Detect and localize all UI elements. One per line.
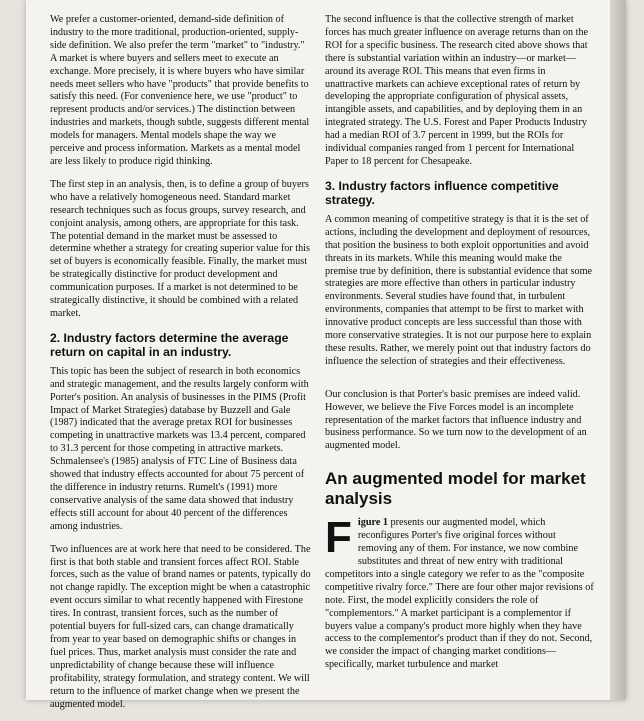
paragraph: We prefer a customer-oriented, demand-side definition of industry to the more traditional, production-oriented, supply-side definition. We also prefer the term "market" to "industry." A market is where buyers and sellers meet to execute an exchange. More precisely, it is where buyers who have similar needs meet sellers who have "products" that provide benefits to satisfy this need. (For convenience here, we use "product" to represent products and/or services.) The distinction between industries and markets, though subtle, suggests different mental models for managers. Mental models shape the way we perceive and process information. Markets as a mental model are less likely to produce rigid thinking. (50, 14, 310, 167)
drop-cap-letter: F (325, 513, 352, 563)
paragraph: The second influence is that the collective strength of market forces has much greater influence on average returns than on the ROI for a specific business. The research cited above shows that there is substantial variation within an industry—or market—around its average ROI. This means that even firms in unattractive markets can achieve exceptional rates of return by developing the appropriate configuration of physical assets, intangible assets, and capabilities, and by deploying them in an integrated strategy. The U.S. Forest and Paper Products Industry had a median ROI of 3.7 percent in 1999, but the ROIs for individual companies ranged from 1 percent for International Paper to 18 percent for Chesapeake. (325, 14, 589, 167)
figure-reference: igure 1 (357, 517, 388, 529)
paragraph: This topic has been the subject of research in both economics and strategic management, and the results largely conform with Porter's position. An analysis of businesses in the PIMS (Profit Impact of Market Strategies) database by Buzzell and Gale (1987) indicated that the average pretax ROI for businesses competing in unattractive markets was 13.4 percent, compared to 31.3 percent for those competing in attractive markets. Schmalensee's (1985) analysis of FTC Line of Business data showed that industry effects accounted for about 75 percent of the difference in industry returns. Rumelt's (1991) more conservative analysis of the same data showed that industry effects still account for about 40 percent of the differences among industries. (50, 365, 309, 532)
paragraph-text: presents our augmented model, which reconfigures Porter's five original forces without removing any of them. For instance, we now combine substitutes and threat of new entry with traditional competitors into a single category we refer to as the "composite competitive rivalry force." There are four other major revisions of note. First, the model explicitly considers the role of "complementors." A market participant is a complementor if buyers value a company's product more highly when they have access to the complementor's product than if they do not. Second, we consider the impact of changing market conditions—specifically, market turbulence and market (325, 517, 594, 671)
section-heading: 2. Industry factors determine the average return on capital in an industry. (50, 330, 289, 360)
paragraph: Two influences are at work here that need to be considered. The first is that both stable and transient forces affect ROI. Stable forces, such as the value of brand names or patents, typically do not change rapidly. The exception might be when a catastrophic event occurs similar to what recently happened with Firestone tires. In contrast, transient forces, such as the number of potential buyers for full-sized cars, can change dramatically from year to year based on demographic shifts or changes in fuel prices. Thus, market analysis must consider the rate and unpredictability of change because these will influence profitability, strategy formulation, and strategy content. We will return to the influence of market change when we present the augmented model. (50, 543, 311, 710)
document-page (26, 0, 626, 710)
section-heading: 3. Industry factors influence competitive strategy. (325, 178, 559, 208)
left-column (50, 14, 312, 721)
article-heading: An augmented model for market analysis (325, 469, 586, 509)
right-column (325, 14, 595, 672)
page-edge-shadow (610, 0, 626, 700)
paragraph: A common meaning of competitive strategy is that it is the set of actions, including the development and deployment of resources, that position the business to both exploit opportunities and avoid threats in its markets. While this meaning would make the premise true by definition, there is substantial evidence that some strategies are more effective than others in particular industry environments. Several studies have found that, in turbulent environments, companies that attempt to be first to market with innovative product concepts are less successful than those with more conservative strategies. It is not our purpose here to explain these results. Rather, we merely point out that industry factors do influence the selection of strategies and their effectiveness. (325, 213, 593, 367)
dropcap-paragraph (325, 513, 595, 672)
paragraph: The first step in an analysis, then, is to define a group of buyers who have a relatively homogeneous need. Standard market research techniques such as focus groups, survey research, and conjoint analysis, among others, are appropriate for this task. The potential demand in the market must be assessed to determine whether a strategy for creating superior value for this set of buyers is economically feasible. Finally, the market must be strategically distinctive for product development and communication purposes. If a market is not determined to be strategically distinctive, it should be combined with a related market. (50, 178, 310, 319)
paragraph: Our conclusion is that Porter's basic premises are indeed valid. However, we believe the Five Forces model is an incomplete representation of the market factors that influence industry and business performance. So we turn now to the development of an augmented model. (325, 388, 587, 452)
